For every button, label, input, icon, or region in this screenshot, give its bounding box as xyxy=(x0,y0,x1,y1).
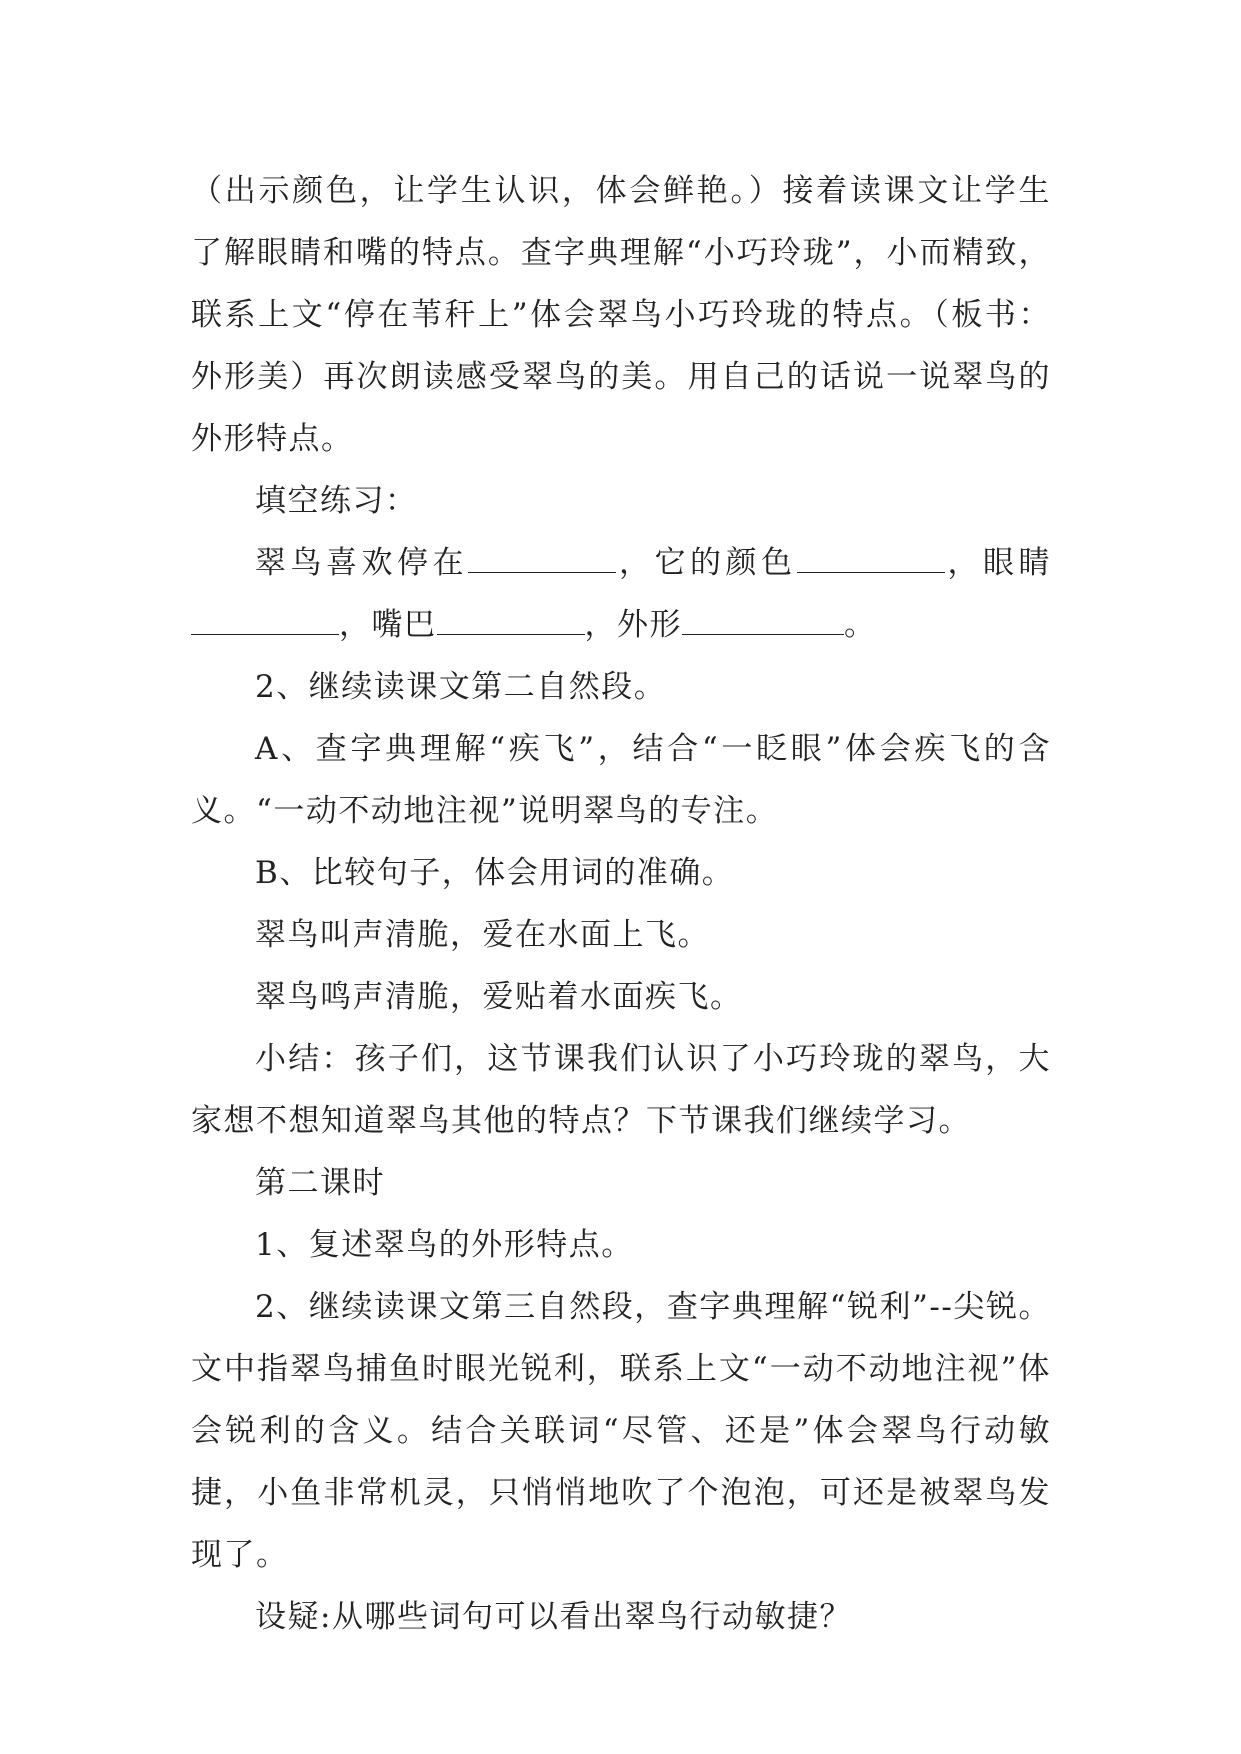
fill-in-text-2: ，它的颜色 xyxy=(616,545,797,581)
fill-in-blank-color xyxy=(797,544,945,573)
fill-in-blank-shape xyxy=(682,606,844,635)
paragraph-step-a: A、查字典理解“疾飞”，结合“一眨眼”体会疾飞的含义。“一动不动地注视”说明翠鸟的专注。 xyxy=(191,731,1051,829)
fill-in-text-4: ，嘴巴 xyxy=(339,607,437,643)
fill-in-blank-beak xyxy=(437,606,585,635)
fill-in-text-5: ，外形 xyxy=(584,607,682,643)
paragraph-color-and-features: （出示颜色，让学生认识，体会鲜艳。）接着读课文让学生了解眼睛和嘴的特点。查字典理解“小巧玲珑”，小而精致，联系上文“停在苇秆上”体会翠鸟小巧玲珑的特点。（板书：外形美）再次朗读感受翠鸟的美。用自己的话说一说翠鸟的外形特点。 xyxy=(191,173,1051,457)
fill-in-text-1: 翠鸟喜欢停在 xyxy=(255,545,468,581)
paragraph-fill-in-title: 填空练习： xyxy=(255,483,418,519)
paragraph-step-2: 2、继续读课文第二自然段。 xyxy=(255,669,667,705)
paragraph-sentence-2: 翠鸟鸣声清脆，爱贴着水面疾飞。 xyxy=(255,979,743,1015)
fill-in-text-3: ，眼睛 xyxy=(944,545,1051,581)
paragraph-review: 1、复述翠鸟的外形特点。 xyxy=(255,1227,634,1263)
section-heading-second-lesson: 第二课时 xyxy=(255,1165,385,1201)
fill-in-blank-eyes xyxy=(191,606,339,635)
fill-in-exercise xyxy=(191,532,1051,656)
fill-in-text-6: 。 xyxy=(844,607,877,643)
paragraph-question: 设疑:从哪些词句可以看出翠鸟行动敏捷？ xyxy=(255,1599,852,1635)
paragraph-sentence-1: 翠鸟叫声清脆，爱在水面上飞。 xyxy=(255,917,710,953)
fill-in-blank-perch xyxy=(468,544,616,573)
paragraph-step-b: B、比较句子，体会用词的准确。 xyxy=(255,855,735,891)
paragraph-third-section: 2、继续读课文第三自然段，查字典理解“锐利”--尖锐。文中指翠鸟捕鱼时眼光锐利，联系上文“一动不动地注视”体会锐利的含义。结合关联词“尽管、还是”体会翠鸟行动敏捷，小鱼非常机灵，只悄悄地吹了个泡泡，可还是被翠鸟发现了。 xyxy=(191,1289,1051,1573)
document-body xyxy=(191,160,1051,1648)
paragraph-summary: 小结：孩子们，这节课我们认识了小巧玲珑的翠鸟，大家想不想知道翠鸟其他的特点？下节课我们继续学习。 xyxy=(191,1041,1051,1139)
